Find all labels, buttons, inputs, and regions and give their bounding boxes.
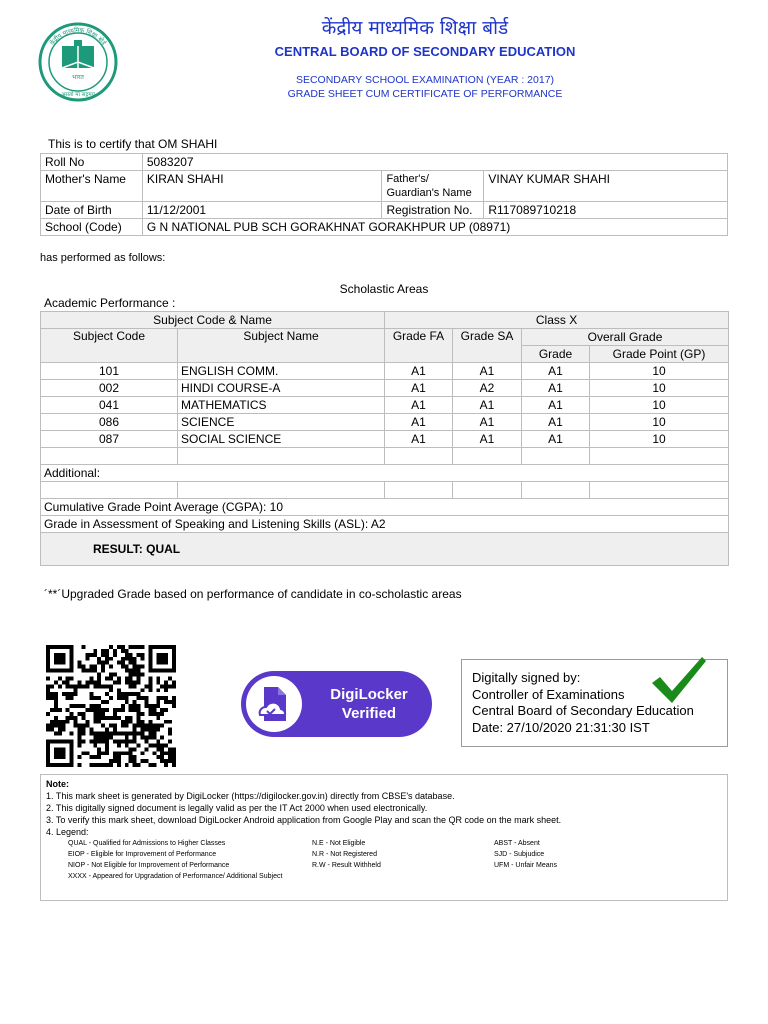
grade-sa: A1 — [453, 431, 522, 448]
father-value: VINAY KUMAR SHAHI — [484, 171, 728, 202]
subject-name-header: Subject Name — [178, 329, 385, 363]
subject-code-header: Subject Code — [41, 329, 178, 363]
header-row-2 — [41, 329, 729, 346]
class-header: Class X — [385, 312, 729, 329]
subject-code: 002 — [41, 380, 178, 397]
legend-item: XXXX - Appeared for Upgradation of Performance/ Additional Subject — [68, 873, 283, 880]
registration-label: Registration No. — [382, 202, 484, 219]
cgpa-row — [41, 499, 729, 516]
digilocker-verified-text: DigiLocker Verified — [330, 686, 408, 722]
note-item: 4. Legend: — [46, 827, 89, 837]
subject-row — [41, 431, 729, 448]
school-value: G N NATIONAL PUB SCH GORAKHNAT GORAKHPUR UP (08971) — [142, 219, 727, 236]
legend-item: QUAL - Qualified for Admissions to Higher Classes — [68, 840, 226, 847]
header-row-1 — [41, 312, 729, 329]
grade-sa-header: Grade SA — [453, 329, 522, 363]
grade-point: 10 — [590, 414, 729, 431]
candidate-info-table — [40, 153, 728, 236]
roll-row — [41, 154, 728, 171]
asl-row — [41, 516, 729, 533]
school-label: School (Code) — [41, 219, 143, 236]
mother-value: KIRAN SHAHI — [142, 171, 382, 202]
subject-row — [41, 363, 729, 380]
grade-fa: A1 — [385, 431, 453, 448]
result-row — [41, 533, 729, 566]
legend-item: UFM - Unfair Means — [494, 862, 558, 869]
overall-grade: A1 — [522, 431, 590, 448]
upgraded-grade-note: ´**´Upgraded Grade based on performance of candidate in co-scholastic areas — [44, 587, 462, 601]
grade-fa: A1 — [385, 414, 453, 431]
additional-row — [41, 465, 729, 482]
dob-label: Date of Birth — [41, 202, 143, 219]
grade-point: 10 — [590, 397, 729, 414]
academic-performance-label: Academic Performance : — [44, 296, 176, 310]
grade-fa: A1 — [385, 380, 453, 397]
dob-value: 11/12/2001 — [142, 202, 382, 219]
legend-item: N.R - Not Registered — [312, 851, 377, 858]
dob-row — [41, 202, 728, 219]
additional-label: Additional: — [41, 465, 729, 482]
parents-row — [41, 171, 728, 202]
grade-sa: A1 — [453, 414, 522, 431]
school-row — [41, 219, 728, 236]
board-name-hindi: केंद्रीय माध्यमिक शिक्षा बोर्ड — [321, 17, 509, 39]
subject-name: HINDI COURSE-A — [178, 380, 385, 397]
signature-date: Date: 27/10/2020 21:31:30 IST — [472, 719, 650, 735]
overall-grade-header: Overall Grade — [522, 329, 729, 346]
subject-code: 086 — [41, 414, 178, 431]
marks-table — [40, 311, 729, 566]
certificate-title: GRADE SHEET CUM CERTIFICATE OF PERFORMANCE — [287, 88, 563, 100]
signature-line-2: Controller of Examinations — [472, 686, 625, 702]
overall-grade: A1 — [522, 363, 590, 380]
cgpa-text: Cumulative Grade Point Average (CGPA): 10 — [41, 499, 729, 516]
signature-line-1: Digitally signed by: — [472, 670, 581, 685]
document-cloud-icon — [256, 685, 294, 725]
board-name: CENTRAL BOARD OF SECONDARY EDUCATION — [274, 44, 576, 59]
grade-fa: A1 — [385, 397, 453, 414]
note-title: Note: — [46, 779, 69, 789]
roll-label: Roll No — [41, 154, 143, 171]
legend — [46, 838, 722, 882]
grade-point: 10 — [590, 380, 729, 397]
checkmark-icon — [648, 653, 710, 705]
exam-title: SECONDARY SCHOOL EXAMINATION (YEAR : 2017) — [295, 74, 555, 86]
qr-code[interactable] — [46, 645, 176, 767]
note-item: 3. To verify this mark sheet, download DigiLocker Android application from Google Play and scan the QR code on the mark sheet. — [46, 815, 562, 825]
registration-value: R117089710218 — [484, 202, 728, 219]
grade-sa: A1 — [453, 363, 522, 380]
note-item: 2. This digitally signed document is legally valid as per the IT Act 2000 when used electronically. — [46, 803, 428, 813]
grade-point-header: Grade Point (GP) — [590, 346, 729, 363]
legend-item: EIOP - Eligible for Improvement of Performance — [68, 851, 217, 858]
certify-statement: This is to certify that OM SHAHI — [48, 137, 218, 151]
subject-row — [41, 397, 729, 414]
overall-grade: A1 — [522, 414, 590, 431]
result-text: RESULT: QUAL — [41, 533, 729, 566]
legend-item: N.E - Not Eligible — [312, 840, 366, 847]
svg-text:असतो मा सद्गमय: असतो मा सद्गमय — [61, 92, 95, 98]
mother-label: Mother's Name — [41, 171, 143, 202]
subject-name: SCIENCE — [178, 414, 385, 431]
subject-name: MATHEMATICS — [178, 397, 385, 414]
note-item: 1. This mark sheet is generated by DigiLocker (https://digilocker.gov.in) directly from CBSE's database. — [46, 791, 455, 801]
svg-text:केंद्रीय माध्यमिक शिक्षा बोर्ड: केंद्रीय माध्यमिक शिक्षा बोर्ड — [48, 26, 108, 47]
grade-point: 10 — [590, 431, 729, 448]
scholastic-areas-label: Scholastic Areas — [339, 282, 429, 296]
subject-code: 101 — [41, 363, 178, 380]
performed-text: has performed as follows: — [40, 252, 166, 264]
notes-box — [40, 774, 728, 901]
additional-empty-row — [41, 482, 729, 499]
grade-header: Grade — [522, 346, 590, 363]
asl-text: Grade in Assessment of Speaking and Listening Skills (ASL): A2 — [41, 516, 729, 533]
father-label: Father's/ Guardian's Name — [382, 171, 484, 202]
subject-name: ENGLISH COMM. — [178, 363, 385, 380]
legend-item: NIOP - Not Eligible for Improvement of Performance — [68, 862, 230, 869]
grade-fa-header: Grade FA — [385, 329, 453, 363]
subject-code: 087 — [41, 431, 178, 448]
roll-value: 5083207 — [142, 154, 727, 171]
subject-row — [41, 380, 729, 397]
grade-point: 10 — [590, 363, 729, 380]
grade-sa: A2 — [453, 380, 522, 397]
overall-grade: A1 — [522, 397, 590, 414]
grade-sa: A1 — [453, 397, 522, 414]
subject-code-name-header: Subject Code & Name — [41, 312, 385, 329]
legend-item: R.W - Result Withheld — [312, 862, 381, 869]
overall-grade: A1 — [522, 380, 590, 397]
subject-code: 041 — [41, 397, 178, 414]
legend-item: SJD - Subjudice — [494, 851, 545, 858]
subject-row — [41, 414, 729, 431]
legend-item: ABST - Absent — [494, 840, 540, 847]
empty-row — [41, 448, 729, 465]
grade-fa: A1 — [385, 363, 453, 380]
svg-text:भारत: भारत — [72, 74, 84, 81]
subject-name: SOCIAL SCIENCE — [178, 431, 385, 448]
signature-line-3: Central Board of Secondary Education — [472, 703, 694, 718]
